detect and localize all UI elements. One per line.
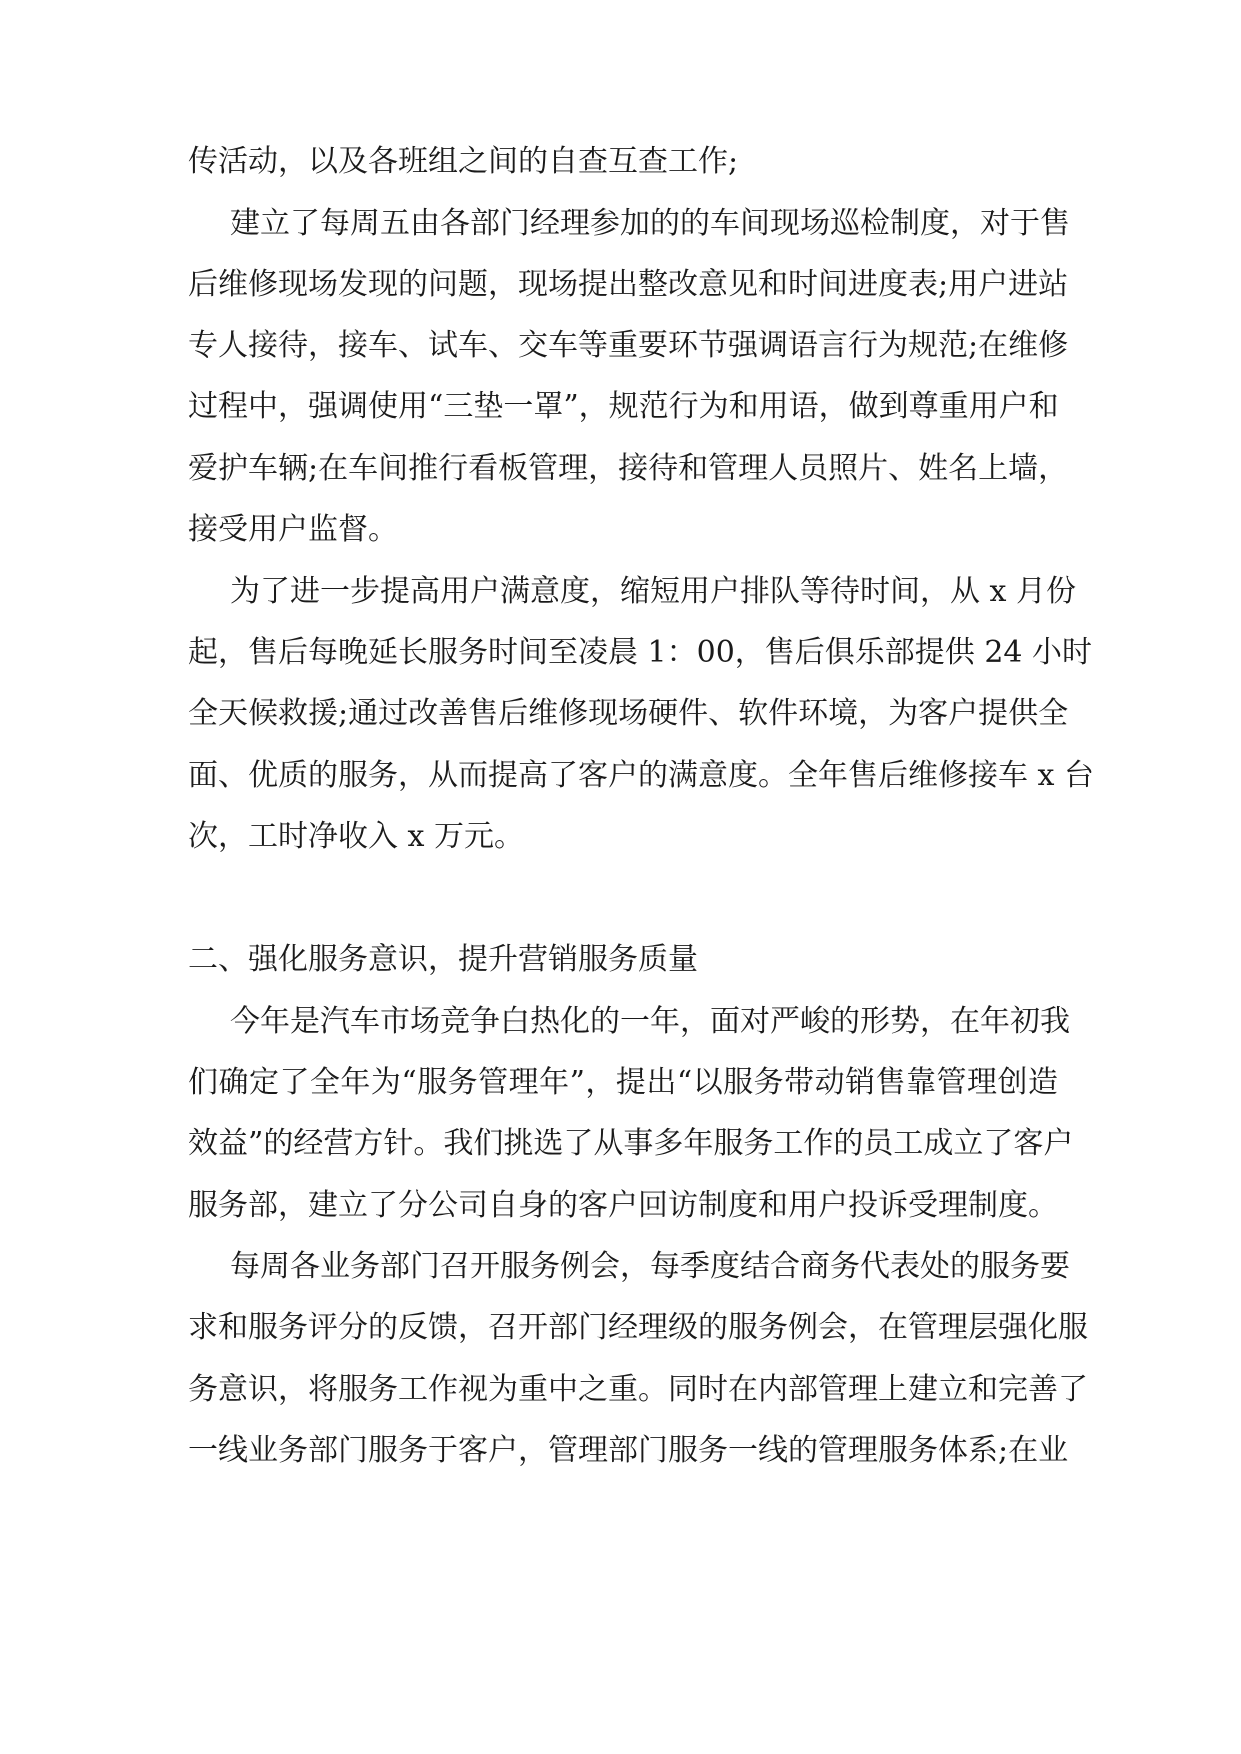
text-line: 求和服务评分的反馈，召开部门经理级的服务例会，在管理层强化服 xyxy=(188,1310,1088,1345)
text-line: 爱护车辆;在车间推行看板管理，接待和管理人员照片、姓名上墙， xyxy=(188,451,1069,486)
text-line: 专人接待，接车、试车、交车等重要环节强调语言行为规范;在维修 xyxy=(188,328,1069,363)
text-line: 服务部，建立了分公司自身的客户回访制度和用户投诉受理制度。 xyxy=(188,1188,1058,1223)
text-line: 起，售后每晚延长服务时间至凌晨 1：00，售后俱乐部提供 24 小时 xyxy=(188,635,1093,670)
paragraph-first-line: 为了进一步提高用户满意度，缩短用户排队等待时间，从 x 月份 xyxy=(230,574,1076,609)
text-line: 接受用户监督。 xyxy=(188,512,398,547)
text-line: 们确定了全年为“服务管理年”，提出“以服务带动销售靠管理创造 xyxy=(188,1065,1058,1100)
text-line: 效益”的经营方针。我们挑选了从事多年服务工作的员工成立了客户 xyxy=(188,1126,1074,1161)
paragraph-first-line: 建立了每周五由各部门经理参加的的车间现场巡检制度，对于售 xyxy=(230,206,1070,241)
text-line: 务意识，将服务工作视为重中之重。同时在内部管理上建立和完善了 xyxy=(188,1372,1088,1407)
section-heading: 二、强化服务意识，提升营销服务质量 xyxy=(188,942,698,977)
paragraph-first-line: 每周各业务部门召开服务例会，每季度结合商务代表处的服务要 xyxy=(230,1249,1070,1284)
text-line: 过程中，强调使用“三垫一罩”，规范行为和用语，做到尊重用户和 xyxy=(188,389,1059,424)
text-line: 次，工时净收入 x 万元。 xyxy=(188,819,524,854)
paragraph-first-line: 今年是汽车市场竞争白热化的一年，面对严峻的形势，在年初我 xyxy=(230,1004,1070,1039)
text-line: 面、优质的服务，从而提高了客户的满意度。全年售后维修接车 x 台 xyxy=(188,758,1094,793)
text-line: 全天候救援;通过改善售后维修现场硬件、软件环境，为客户提供全 xyxy=(188,696,1069,731)
text-line: 传活动，以及各班组之间的自查互查工作; xyxy=(188,144,739,179)
text-line: 一线业务部门服务于客户，管理部门服务一线的管理服务体系;在业 xyxy=(188,1433,1069,1468)
text-line: 后维修现场发现的问题，现场提出整改意见和时间进度表;用户进站 xyxy=(188,267,1069,302)
